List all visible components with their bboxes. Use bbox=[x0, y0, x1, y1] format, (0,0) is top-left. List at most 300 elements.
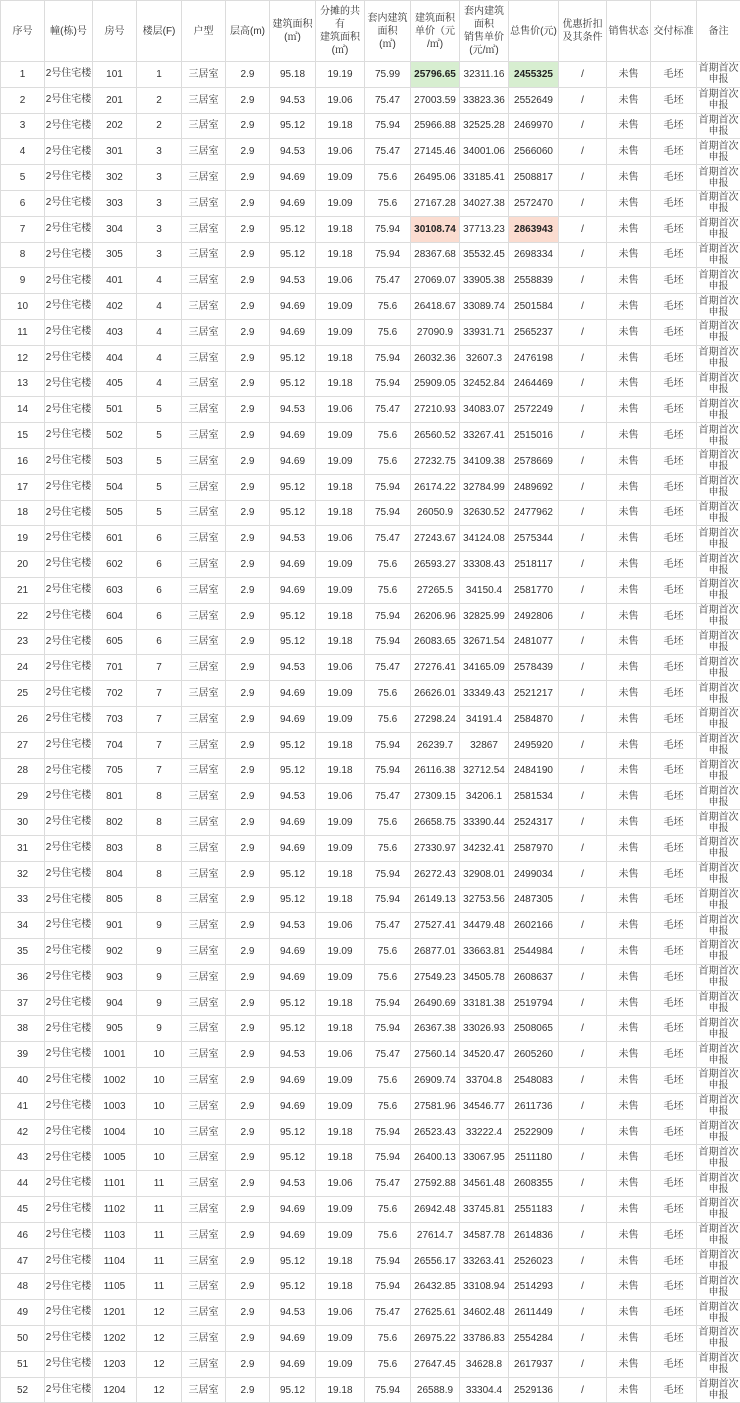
cell-seq: 37 bbox=[1, 990, 45, 1016]
cell-inner-price: 33181.38 bbox=[460, 990, 509, 1016]
cell-status: 未售 bbox=[607, 216, 651, 242]
cell-delivery: 毛坯 bbox=[651, 732, 697, 758]
table-row bbox=[1, 655, 740, 681]
cell-note: 首期首次申报 bbox=[697, 577, 740, 603]
cell-building: 2号住宅楼 bbox=[45, 552, 93, 578]
cell-discount: / bbox=[559, 139, 607, 165]
cell-seq: 9 bbox=[1, 268, 45, 294]
cell-floor: 4 bbox=[137, 345, 182, 371]
cell-seq: 39 bbox=[1, 1042, 45, 1068]
cell-delivery: 毛坯 bbox=[651, 758, 697, 784]
cell-shared: 19.18 bbox=[316, 1274, 365, 1300]
cell-seq: 33 bbox=[1, 887, 45, 913]
cell-inner: 75.94 bbox=[365, 603, 411, 629]
table-row bbox=[1, 87, 740, 113]
cell-note: 首期首次申报 bbox=[697, 1326, 740, 1352]
cell-room: 604 bbox=[93, 603, 137, 629]
cell-delivery: 毛坯 bbox=[651, 1222, 697, 1248]
table-row bbox=[1, 990, 740, 1016]
cell-layout: 三居室 bbox=[182, 423, 226, 449]
cell-inner: 75.94 bbox=[365, 629, 411, 655]
cell-status: 未售 bbox=[607, 990, 651, 1016]
table-row bbox=[1, 242, 740, 268]
cell-room: 703 bbox=[93, 706, 137, 732]
cell-area: 95.18 bbox=[270, 62, 316, 88]
cell-inner-price: 35532.45 bbox=[460, 242, 509, 268]
cell-floor: 3 bbox=[137, 190, 182, 216]
cell-total: 2698334 bbox=[509, 242, 559, 268]
cell-seq: 49 bbox=[1, 1300, 45, 1326]
cell-area: 94.69 bbox=[270, 706, 316, 732]
cell-inner-price: 33663.81 bbox=[460, 939, 509, 965]
cell-shared: 19.09 bbox=[316, 939, 365, 965]
cell-status: 未售 bbox=[607, 835, 651, 861]
cell-floor: 6 bbox=[137, 552, 182, 578]
cell-seq: 31 bbox=[1, 835, 45, 861]
cell-note: 首期首次申报 bbox=[697, 526, 740, 552]
cell-note: 首期首次申报 bbox=[697, 448, 740, 474]
cell-unit-price: 27090.9 bbox=[411, 319, 460, 345]
cell-inner: 75.94 bbox=[365, 1248, 411, 1274]
cell-discount: / bbox=[559, 861, 607, 887]
cell-shared: 19.18 bbox=[316, 990, 365, 1016]
cell-delivery: 毛坯 bbox=[651, 681, 697, 707]
cell-height: 2.9 bbox=[226, 87, 270, 113]
cell-delivery: 毛坯 bbox=[651, 810, 697, 836]
cell-height: 2.9 bbox=[226, 913, 270, 939]
cell-area: 94.69 bbox=[270, 835, 316, 861]
cell-shared: 19.18 bbox=[316, 1016, 365, 1042]
cell-shared: 19.09 bbox=[316, 1093, 365, 1119]
cell-inner-price: 33349.43 bbox=[460, 681, 509, 707]
cell-total: 2499034 bbox=[509, 861, 559, 887]
cell-room: 201 bbox=[93, 87, 137, 113]
cell-discount: / bbox=[559, 1300, 607, 1326]
cell-unit-price: 27592.88 bbox=[411, 1171, 460, 1197]
cell-unit-price: 26588.9 bbox=[411, 1377, 460, 1403]
cell-seq: 41 bbox=[1, 1093, 45, 1119]
cell-discount: / bbox=[559, 1377, 607, 1403]
header-building: 幢(栋)号 bbox=[45, 1, 93, 62]
cell-building: 2号住宅楼 bbox=[45, 887, 93, 913]
cell-total: 2548083 bbox=[509, 1068, 559, 1094]
cell-inner: 75.47 bbox=[365, 397, 411, 423]
cell-room: 605 bbox=[93, 629, 137, 655]
cell-unit-price: 27265.5 bbox=[411, 577, 460, 603]
cell-status: 未售 bbox=[607, 62, 651, 88]
cell-inner: 75.47 bbox=[365, 268, 411, 294]
cell-height: 2.9 bbox=[226, 474, 270, 500]
cell-shared: 19.09 bbox=[316, 681, 365, 707]
cell-inner: 75.94 bbox=[365, 1119, 411, 1145]
cell-discount: / bbox=[559, 1093, 607, 1119]
header-inner-price-line: 面积 bbox=[460, 18, 508, 31]
cell-discount: / bbox=[559, 577, 607, 603]
cell-note: 首期首次申报 bbox=[697, 964, 740, 990]
cell-room: 1003 bbox=[93, 1093, 137, 1119]
cell-building: 2号住宅楼 bbox=[45, 1351, 93, 1377]
cell-floor: 4 bbox=[137, 319, 182, 345]
cell-note: 首期首次申报 bbox=[697, 1222, 740, 1248]
cell-unit-price: 26556.17 bbox=[411, 1248, 460, 1274]
cell-status: 未售 bbox=[607, 448, 651, 474]
cell-layout: 三居室 bbox=[182, 319, 226, 345]
cell-delivery: 毛坯 bbox=[651, 577, 697, 603]
cell-shared: 19.18 bbox=[316, 216, 365, 242]
cell-room: 404 bbox=[93, 345, 137, 371]
cell-delivery: 毛坯 bbox=[651, 423, 697, 449]
cell-floor: 11 bbox=[137, 1171, 182, 1197]
cell-layout: 三居室 bbox=[182, 732, 226, 758]
table-row bbox=[1, 861, 740, 887]
cell-status: 未售 bbox=[607, 913, 651, 939]
cell-inner-price: 33745.81 bbox=[460, 1197, 509, 1223]
cell-total: 2519794 bbox=[509, 990, 559, 1016]
header-shared-line: 有 bbox=[316, 18, 364, 31]
cell-total: 2514293 bbox=[509, 1274, 559, 1300]
cell-status: 未售 bbox=[607, 1068, 651, 1094]
cell-discount: / bbox=[559, 655, 607, 681]
cell-height: 2.9 bbox=[226, 165, 270, 191]
cell-total: 2605260 bbox=[509, 1042, 559, 1068]
cell-inner: 75.94 bbox=[365, 861, 411, 887]
cell-area: 94.69 bbox=[270, 939, 316, 965]
cell-height: 2.9 bbox=[226, 706, 270, 732]
cell-unit-price: 27243.67 bbox=[411, 526, 460, 552]
cell-note: 首期首次申报 bbox=[697, 655, 740, 681]
cell-room: 502 bbox=[93, 423, 137, 449]
cell-shared: 19.06 bbox=[316, 139, 365, 165]
cell-room: 904 bbox=[93, 990, 137, 1016]
cell-discount: / bbox=[559, 1248, 607, 1274]
cell-total: 2602166 bbox=[509, 913, 559, 939]
cell-total: 2501584 bbox=[509, 294, 559, 320]
cell-inner-price: 34165.09 bbox=[460, 655, 509, 681]
cell-status: 未售 bbox=[607, 629, 651, 655]
cell-total: 2608355 bbox=[509, 1171, 559, 1197]
cell-building: 2号住宅楼 bbox=[45, 810, 93, 836]
table-row bbox=[1, 345, 740, 371]
cell-height: 2.9 bbox=[226, 577, 270, 603]
cell-seq: 7 bbox=[1, 216, 45, 242]
header-discount-line: 优惠折扣 bbox=[559, 18, 606, 31]
cell-note: 首期首次申报 bbox=[697, 681, 740, 707]
cell-shared: 19.09 bbox=[316, 190, 365, 216]
cell-area: 94.69 bbox=[270, 1326, 316, 1352]
cell-unit-price: 27581.96 bbox=[411, 1093, 460, 1119]
cell-note: 首期首次申报 bbox=[697, 1377, 740, 1403]
cell-floor: 11 bbox=[137, 1222, 182, 1248]
cell-inner-price: 34191.4 bbox=[460, 706, 509, 732]
cell-inner: 75.94 bbox=[365, 1145, 411, 1171]
cell-unit-price: 26593.27 bbox=[411, 552, 460, 578]
cell-area: 94.69 bbox=[270, 1197, 316, 1223]
cell-floor: 10 bbox=[137, 1068, 182, 1094]
cell-building: 2号住宅楼 bbox=[45, 526, 93, 552]
cell-discount: / bbox=[559, 706, 607, 732]
cell-seq: 28 bbox=[1, 758, 45, 784]
cell-discount: / bbox=[559, 913, 607, 939]
cell-total: 2464469 bbox=[509, 371, 559, 397]
cell-note: 首期首次申报 bbox=[697, 758, 740, 784]
cell-height: 2.9 bbox=[226, 1197, 270, 1223]
table-row bbox=[1, 139, 740, 165]
cell-status: 未售 bbox=[607, 345, 651, 371]
cell-inner-price: 34546.77 bbox=[460, 1093, 509, 1119]
cell-total: 2608637 bbox=[509, 964, 559, 990]
cell-unit-price: 26490.69 bbox=[411, 990, 460, 1016]
header-inner-line: 面积 bbox=[365, 25, 410, 38]
cell-seq: 47 bbox=[1, 1248, 45, 1274]
cell-unit-price: 26400.13 bbox=[411, 1145, 460, 1171]
cell-note: 首期首次申报 bbox=[697, 1351, 740, 1377]
header-unit-price bbox=[411, 1, 460, 62]
cell-note: 首期首次申报 bbox=[697, 345, 740, 371]
cell-inner: 75.47 bbox=[365, 655, 411, 681]
header-inner-price-line: 销售单价 bbox=[460, 31, 508, 44]
cell-room: 902 bbox=[93, 939, 137, 965]
cell-inner-price: 32867 bbox=[460, 732, 509, 758]
cell-seq: 22 bbox=[1, 603, 45, 629]
cell-note: 首期首次申报 bbox=[697, 1093, 740, 1119]
cell-layout: 三居室 bbox=[182, 758, 226, 784]
cell-status: 未售 bbox=[607, 1377, 651, 1403]
cell-shared: 19.18 bbox=[316, 242, 365, 268]
table-row bbox=[1, 62, 740, 88]
cell-total: 2566060 bbox=[509, 139, 559, 165]
cell-inner: 75.94 bbox=[365, 113, 411, 139]
table-row bbox=[1, 1377, 740, 1403]
cell-building: 2号住宅楼 bbox=[45, 371, 93, 397]
cell-total: 2455325 bbox=[509, 62, 559, 88]
cell-height: 2.9 bbox=[226, 1093, 270, 1119]
cell-unit-price: 27549.23 bbox=[411, 964, 460, 990]
table-row bbox=[1, 1068, 740, 1094]
cell-area: 95.12 bbox=[270, 216, 316, 242]
cell-delivery: 毛坯 bbox=[651, 190, 697, 216]
cell-delivery: 毛坯 bbox=[651, 294, 697, 320]
cell-building: 2号住宅楼 bbox=[45, 190, 93, 216]
cell-building: 2号住宅楼 bbox=[45, 681, 93, 707]
cell-building: 2号住宅楼 bbox=[45, 990, 93, 1016]
cell-status: 未售 bbox=[607, 397, 651, 423]
header-area-line: (㎡) bbox=[270, 31, 315, 44]
header-inner-price-line: (元/㎡) bbox=[460, 44, 508, 57]
cell-total: 2508065 bbox=[509, 1016, 559, 1042]
cell-discount: / bbox=[559, 629, 607, 655]
cell-inner-price: 33823.36 bbox=[460, 87, 509, 113]
cell-layout: 三居室 bbox=[182, 1274, 226, 1300]
cell-floor: 5 bbox=[137, 397, 182, 423]
cell-inner-price: 32452.84 bbox=[460, 371, 509, 397]
cell-building: 2号住宅楼 bbox=[45, 397, 93, 423]
cell-layout: 三居室 bbox=[182, 552, 226, 578]
cell-layout: 三居室 bbox=[182, 835, 226, 861]
cell-delivery: 毛坯 bbox=[651, 345, 697, 371]
cell-building: 2号住宅楼 bbox=[45, 268, 93, 294]
cell-unit-price: 26432.85 bbox=[411, 1274, 460, 1300]
header-total: 总售价(元) bbox=[509, 1, 559, 62]
cell-room: 805 bbox=[93, 887, 137, 913]
cell-building: 2号住宅楼 bbox=[45, 835, 93, 861]
table-row bbox=[1, 1326, 740, 1352]
cell-layout: 三居室 bbox=[182, 62, 226, 88]
cell-discount: / bbox=[559, 1145, 607, 1171]
table-row bbox=[1, 1119, 740, 1145]
cell-note: 首期首次申报 bbox=[697, 87, 740, 113]
cell-area: 94.69 bbox=[270, 190, 316, 216]
cell-height: 2.9 bbox=[226, 835, 270, 861]
cell-seq: 26 bbox=[1, 706, 45, 732]
cell-note: 首期首次申报 bbox=[697, 1119, 740, 1145]
cell-layout: 三居室 bbox=[182, 190, 226, 216]
cell-height: 2.9 bbox=[226, 1222, 270, 1248]
cell-inner: 75.6 bbox=[365, 552, 411, 578]
cell-total: 2584870 bbox=[509, 706, 559, 732]
cell-floor: 11 bbox=[137, 1248, 182, 1274]
cell-inner: 75.94 bbox=[365, 1377, 411, 1403]
cell-floor: 12 bbox=[137, 1377, 182, 1403]
cell-shared: 19.06 bbox=[316, 397, 365, 423]
cell-layout: 三居室 bbox=[182, 1377, 226, 1403]
cell-building: 2号住宅楼 bbox=[45, 706, 93, 732]
cell-status: 未售 bbox=[607, 526, 651, 552]
cell-total: 2492806 bbox=[509, 603, 559, 629]
cell-floor: 8 bbox=[137, 835, 182, 861]
cell-building: 2号住宅楼 bbox=[45, 1093, 93, 1119]
cell-area: 94.53 bbox=[270, 1300, 316, 1326]
cell-status: 未售 bbox=[607, 1300, 651, 1326]
cell-total: 2544984 bbox=[509, 939, 559, 965]
cell-layout: 三居室 bbox=[182, 448, 226, 474]
cell-layout: 三居室 bbox=[182, 216, 226, 242]
cell-unit-price: 27625.61 bbox=[411, 1300, 460, 1326]
cell-status: 未售 bbox=[607, 655, 651, 681]
cell-unit-price: 26975.22 bbox=[411, 1326, 460, 1352]
table-row bbox=[1, 810, 740, 836]
cell-seq: 34 bbox=[1, 913, 45, 939]
cell-seq: 15 bbox=[1, 423, 45, 449]
cell-layout: 三居室 bbox=[182, 1197, 226, 1223]
cell-area: 94.53 bbox=[270, 784, 316, 810]
cell-shared: 19.06 bbox=[316, 1171, 365, 1197]
cell-layout: 三居室 bbox=[182, 1351, 226, 1377]
cell-building: 2号住宅楼 bbox=[45, 139, 93, 165]
cell-note: 首期首次申报 bbox=[697, 1300, 740, 1326]
cell-floor: 12 bbox=[137, 1300, 182, 1326]
cell-height: 2.9 bbox=[226, 732, 270, 758]
header-layout: 户型 bbox=[182, 1, 226, 62]
cell-floor: 6 bbox=[137, 629, 182, 655]
cell-delivery: 毛坯 bbox=[651, 835, 697, 861]
cell-layout: 三居室 bbox=[182, 939, 226, 965]
cell-unit-price: 27560.14 bbox=[411, 1042, 460, 1068]
cell-inner-price: 33304.4 bbox=[460, 1377, 509, 1403]
cell-inner: 75.6 bbox=[365, 1351, 411, 1377]
cell-inner-price: 34479.48 bbox=[460, 913, 509, 939]
table-row bbox=[1, 1093, 740, 1119]
cell-seq: 43 bbox=[1, 1145, 45, 1171]
cell-inner: 75.47 bbox=[365, 1042, 411, 1068]
cell-total: 2551183 bbox=[509, 1197, 559, 1223]
cell-building: 2号住宅楼 bbox=[45, 913, 93, 939]
cell-shared: 19.09 bbox=[316, 1197, 365, 1223]
cell-layout: 三居室 bbox=[182, 577, 226, 603]
cell-status: 未售 bbox=[607, 706, 651, 732]
cell-building: 2号住宅楼 bbox=[45, 1300, 93, 1326]
cell-area: 94.69 bbox=[270, 577, 316, 603]
cell-area: 94.69 bbox=[270, 1068, 316, 1094]
cell-layout: 三居室 bbox=[182, 784, 226, 810]
cell-area: 95.12 bbox=[270, 1119, 316, 1145]
cell-height: 2.9 bbox=[226, 887, 270, 913]
cell-note: 首期首次申报 bbox=[697, 1248, 740, 1274]
cell-room: 1101 bbox=[93, 1171, 137, 1197]
cell-inner-price: 33390.44 bbox=[460, 810, 509, 836]
cell-total: 2558839 bbox=[509, 268, 559, 294]
cell-shared: 19.18 bbox=[316, 758, 365, 784]
cell-seq: 2 bbox=[1, 87, 45, 113]
cell-seq: 16 bbox=[1, 448, 45, 474]
cell-height: 2.9 bbox=[226, 1248, 270, 1274]
cell-floor: 9 bbox=[137, 939, 182, 965]
cell-status: 未售 bbox=[607, 423, 651, 449]
cell-seq: 17 bbox=[1, 474, 45, 500]
cell-status: 未售 bbox=[607, 1326, 651, 1352]
cell-delivery: 毛坯 bbox=[651, 706, 697, 732]
cell-height: 2.9 bbox=[226, 268, 270, 294]
cell-shared: 19.06 bbox=[316, 1300, 365, 1326]
cell-floor: 12 bbox=[137, 1351, 182, 1377]
cell-inner-price: 34150.4 bbox=[460, 577, 509, 603]
cell-status: 未售 bbox=[607, 1222, 651, 1248]
table-row bbox=[1, 190, 740, 216]
cell-note: 首期首次申报 bbox=[697, 732, 740, 758]
cell-inner-price: 33786.83 bbox=[460, 1326, 509, 1352]
cell-shared: 19.09 bbox=[316, 165, 365, 191]
cell-shared: 19.09 bbox=[316, 1222, 365, 1248]
cell-total: 2508817 bbox=[509, 165, 559, 191]
cell-seq: 42 bbox=[1, 1119, 45, 1145]
cell-inner-price: 34587.78 bbox=[460, 1222, 509, 1248]
table-row bbox=[1, 1351, 740, 1377]
cell-note: 首期首次申报 bbox=[697, 784, 740, 810]
table-row bbox=[1, 216, 740, 242]
cell-shared: 19.06 bbox=[316, 526, 365, 552]
cell-inner-price: 34206.1 bbox=[460, 784, 509, 810]
cell-shared: 19.09 bbox=[316, 448, 365, 474]
cell-discount: / bbox=[559, 784, 607, 810]
cell-room: 505 bbox=[93, 500, 137, 526]
cell-discount: / bbox=[559, 190, 607, 216]
cell-layout: 三居室 bbox=[182, 1222, 226, 1248]
cell-total: 2522909 bbox=[509, 1119, 559, 1145]
header-seq: 序号 bbox=[1, 1, 45, 62]
cell-floor: 9 bbox=[137, 964, 182, 990]
cell-layout: 三居室 bbox=[182, 526, 226, 552]
cell-building: 2号住宅楼 bbox=[45, 1119, 93, 1145]
cell-inner-price: 33267.41 bbox=[460, 423, 509, 449]
cell-note: 首期首次申报 bbox=[697, 190, 740, 216]
header-height: 层高(m) bbox=[226, 1, 270, 62]
cell-area: 95.12 bbox=[270, 474, 316, 500]
cell-room: 704 bbox=[93, 732, 137, 758]
cell-shared: 19.18 bbox=[316, 629, 365, 655]
cell-area: 95.12 bbox=[270, 629, 316, 655]
cell-inner-price: 32630.52 bbox=[460, 500, 509, 526]
cell-seq: 38 bbox=[1, 1016, 45, 1042]
cell-total: 2518117 bbox=[509, 552, 559, 578]
